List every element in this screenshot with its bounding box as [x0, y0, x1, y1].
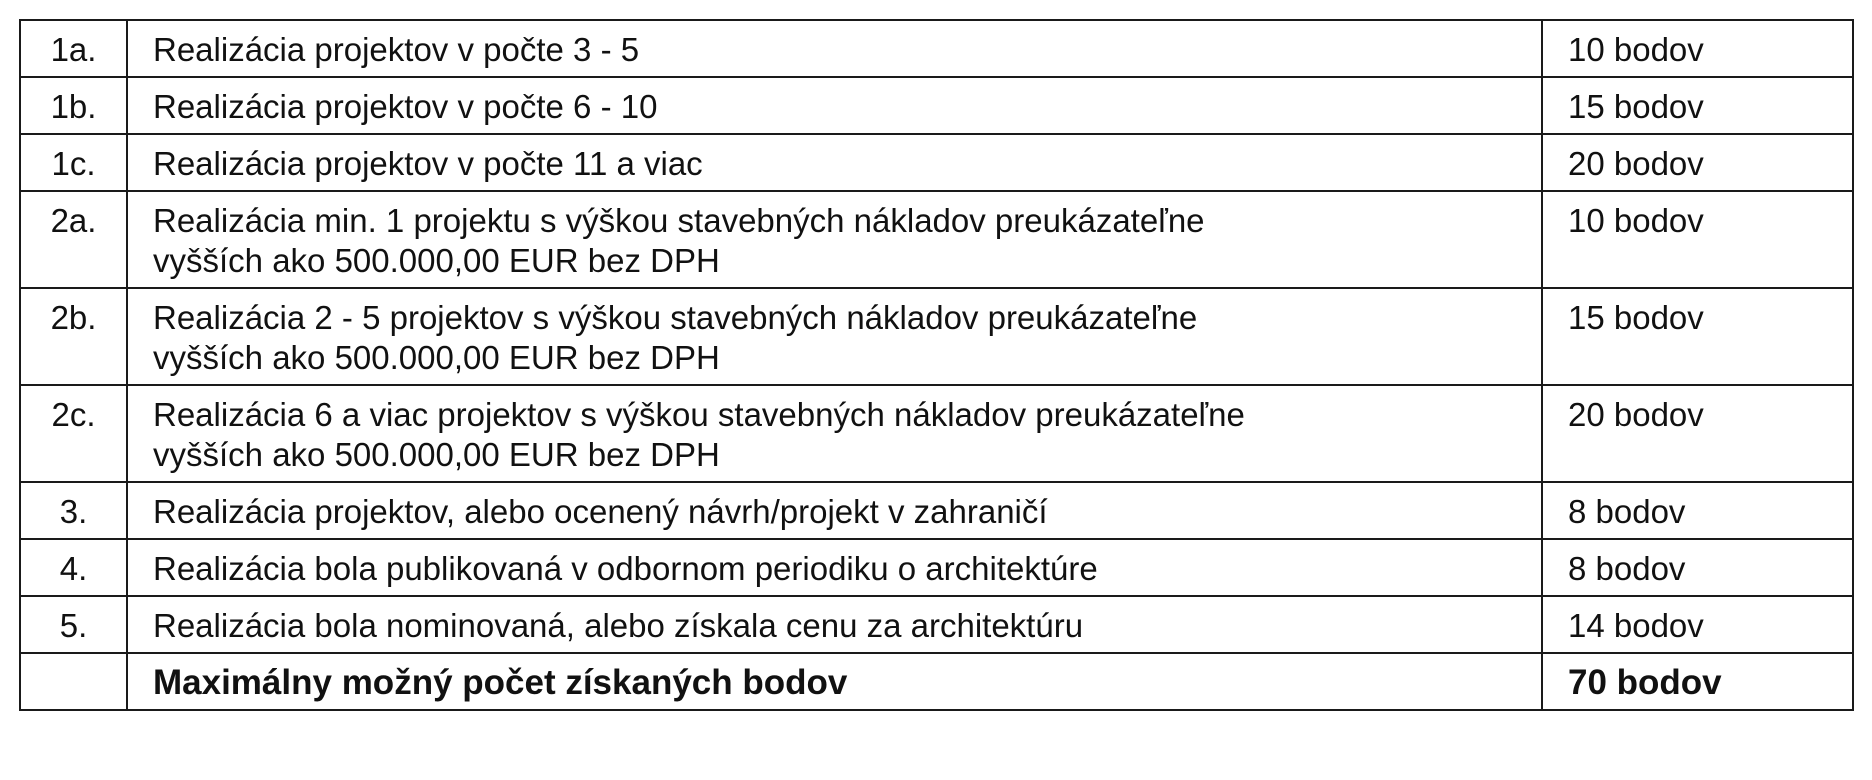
- row-points: 10 bodov: [1542, 191, 1853, 288]
- row-description-line: vyšších ako 500.000,00 EUR bez DPH: [153, 436, 720, 473]
- row-description: [127, 385, 1542, 482]
- row-points: 20 bodov: [1542, 385, 1853, 482]
- total-points: 70 bodov: [1542, 653, 1853, 710]
- row-number: 2a.: [20, 191, 127, 288]
- scoring-criteria-table: [19, 19, 1854, 711]
- row-points: 15 bodov: [1542, 288, 1853, 385]
- row-description: [127, 77, 1542, 134]
- table-row: [20, 596, 1853, 653]
- row-number: 5.: [20, 596, 127, 653]
- row-points: 10 bodov: [1542, 20, 1853, 77]
- row-description: [127, 288, 1542, 385]
- table-row: [20, 482, 1853, 539]
- row-description-line: Realizácia projektov v počte 3 - 5: [153, 31, 640, 68]
- row-description-line: Realizácia projektov v počte 11 a viac: [153, 145, 703, 182]
- row-points: 8 bodov: [1542, 539, 1853, 596]
- row-description-line: Realizácia bola nominovaná, alebo získala cenu za architektúru: [153, 607, 1084, 644]
- row-points: 15 bodov: [1542, 77, 1853, 134]
- row-description-line: Realizácia 6 a viac projektov s výškou stavebných nákladov preukázateľne: [153, 396, 1245, 433]
- row-number: 3.: [20, 482, 127, 539]
- row-description-line: Realizácia min. 1 projektu s výškou stavebných nákladov preukázateľne: [153, 202, 1205, 239]
- table-row: [20, 191, 1853, 288]
- table-row: [20, 539, 1853, 596]
- row-points: 20 bodov: [1542, 134, 1853, 191]
- row-number: 2b.: [20, 288, 127, 385]
- total-label: Maximálny možný počet získaných bodov: [127, 653, 1542, 710]
- row-description-line: Realizácia bola publikovaná v odbornom periodiku o architektúre: [153, 550, 1098, 587]
- row-points: 14 bodov: [1542, 596, 1853, 653]
- row-number: 1b.: [20, 77, 127, 134]
- total-row: [20, 653, 1853, 710]
- row-description-line: Realizácia projektov v počte 6 - 10: [153, 88, 658, 125]
- row-number: 1a.: [20, 20, 127, 77]
- table-row: [20, 385, 1853, 482]
- row-description: [127, 539, 1542, 596]
- row-number: 2c.: [20, 385, 127, 482]
- row-description-line: Realizácia 2 - 5 projektov s výškou stavebných nákladov preukázateľne: [153, 299, 1198, 336]
- table-row: [20, 134, 1853, 191]
- row-number: 1c.: [20, 134, 127, 191]
- row-points: 8 bodov: [1542, 482, 1853, 539]
- row-description: [127, 482, 1542, 539]
- row-description-line: Realizácia projektov, alebo ocenený návrh/projekt v zahraničí: [153, 493, 1048, 530]
- table-row: [20, 288, 1853, 385]
- row-description-line: vyšších ako 500.000,00 EUR bez DPH: [153, 339, 720, 376]
- row-number: 4.: [20, 539, 127, 596]
- total-number: [20, 653, 127, 710]
- row-description-line: vyšších ako 500.000,00 EUR bez DPH: [153, 242, 720, 279]
- table-row: [20, 20, 1853, 77]
- row-description: [127, 134, 1542, 191]
- row-description: [127, 596, 1542, 653]
- row-description: [127, 20, 1542, 77]
- row-description: [127, 191, 1542, 288]
- table-row: [20, 77, 1853, 134]
